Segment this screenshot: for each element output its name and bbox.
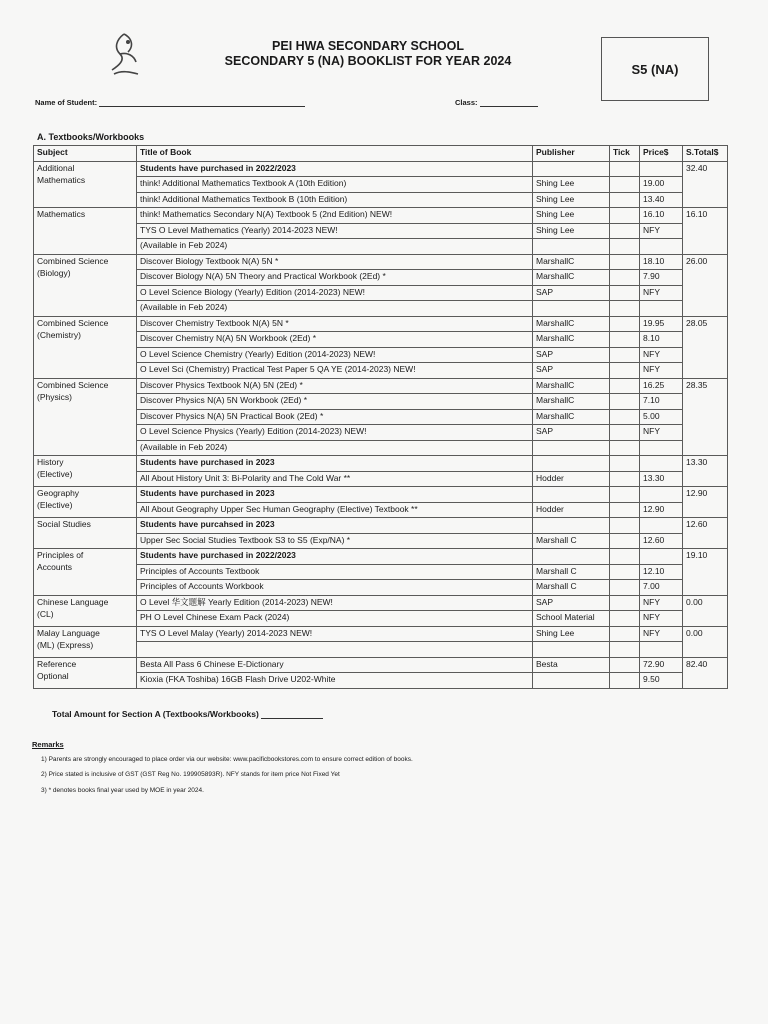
subject-cell <box>34 518 137 549</box>
publisher-cell: MarshallC <box>533 409 610 425</box>
book-title-cell: TYS O Level Malay (Yearly) 2014-2023 NEW! <box>137 626 533 642</box>
price-cell: NFY <box>640 425 683 441</box>
tick-cell[interactable] <box>610 518 640 534</box>
subject-label: Combined Science <box>37 317 109 328</box>
tick-cell[interactable] <box>610 440 640 456</box>
total-amount-line[interactable] <box>52 709 323 719</box>
book-title-cell: Students have purchased in 2023 <box>137 456 533 472</box>
header-subject: Subject <box>34 146 137 162</box>
book-title-cell: All About History Unit 3: Bi-Polarity and The Cold War ** <box>137 471 533 487</box>
publisher-cell: Shing Lee <box>533 208 610 224</box>
book-title-cell: Students have purchased in 2022/2023 <box>137 161 533 177</box>
publisher-cell: SAP <box>533 285 610 301</box>
price-cell: 16.25 <box>640 378 683 394</box>
header-tick: Tick <box>610 146 640 162</box>
price-cell: 7.10 <box>640 394 683 410</box>
subject-cell <box>34 208 137 255</box>
tick-cell[interactable] <box>610 161 640 177</box>
publisher-cell: Hodder <box>533 471 610 487</box>
tick-cell[interactable] <box>610 316 640 332</box>
table-row <box>34 580 728 596</box>
header-title: Title of Book <box>137 146 533 162</box>
price-cell <box>640 549 683 565</box>
tick-cell[interactable] <box>610 270 640 286</box>
table-row <box>34 549 728 565</box>
publisher-cell: Marshall C <box>533 533 610 549</box>
publisher-cell <box>533 518 610 534</box>
publisher-cell: Shing Lee <box>533 192 610 208</box>
subject-cell <box>34 595 137 626</box>
subtotal-cell: 32.40 <box>683 161 728 208</box>
subject-label: Geography <box>37 488 80 498</box>
table-row <box>34 363 728 379</box>
remark-item: 2) Price stated is inclusive of GST (GST Reg No. 199905893R). NFY stands for item price Not Fixed Yet <box>41 771 340 778</box>
book-title-cell: think! Additional Mathematics Textbook A (10th Edition) <box>137 177 533 193</box>
total-amount-blank[interactable] <box>261 710 323 719</box>
tick-cell[interactable] <box>610 347 640 363</box>
subject-label: (ML) (Express) <box>37 639 94 650</box>
book-title-cell: Upper Sec Social Studies Textbook S3 to S5 (Exp/NA) * <box>137 533 533 549</box>
table-row <box>34 502 728 518</box>
subject-label: History <box>37 457 64 467</box>
subject-label: Reference <box>37 658 77 669</box>
publisher-cell: SAP <box>533 363 610 379</box>
publisher-cell <box>533 642 610 658</box>
book-title-cell: Students have purcahsed in 2023 <box>137 518 533 534</box>
publisher-cell <box>533 456 610 472</box>
book-title-cell: Principles of Accounts Textbook <box>137 564 533 580</box>
subtotal-cell: 16.10 <box>683 208 728 255</box>
publisher-cell <box>533 487 610 503</box>
table-row <box>34 471 728 487</box>
subtotal-cell: 0.00 <box>683 626 728 657</box>
school-name: PEI HWA SECONDARY SCHOOL <box>272 39 464 53</box>
book-title-cell: Discover Biology N(A) 5N Theory and Practical Workbook (2Ed) * <box>137 270 533 286</box>
subject-label: (Elective) <box>37 469 73 479</box>
remark-item: 1) Parents are strongly encouraged to place order via our website: www.pacificbookstores.com to ensure correct edition of books. <box>41 756 413 763</box>
price-cell <box>640 440 683 456</box>
price-cell: 13.30 <box>640 471 683 487</box>
book-title-cell: Students have purchased in 2022/2023 <box>137 549 533 565</box>
price-cell: 9.50 <box>640 673 683 689</box>
subtotal-cell: 28.35 <box>683 378 728 456</box>
subject-cell <box>34 549 137 596</box>
price-cell: 72.90 <box>640 657 683 673</box>
book-title-cell: O Level Science Biology (Yearly) Edition (2014-2023) NEW! <box>137 285 533 301</box>
publisher-cell: MarshallC <box>533 378 610 394</box>
table-row <box>34 533 728 549</box>
subject-cell <box>34 378 137 456</box>
price-cell: 13.40 <box>640 192 683 208</box>
table-row <box>34 192 728 208</box>
booklist-table <box>33 145 728 689</box>
table-row <box>34 301 728 317</box>
publisher-cell <box>533 161 610 177</box>
subject-label: Principles of <box>37 550 84 560</box>
publisher-cell: School Material <box>533 611 610 627</box>
price-cell: 7.90 <box>640 270 683 286</box>
book-title-cell: O Level Sci (Chemistry) Practical Test Paper 5 QA YE (2014-2023) NEW! <box>137 363 533 379</box>
tick-cell[interactable] <box>610 471 640 487</box>
publisher-cell: Besta <box>533 657 610 673</box>
tick-cell[interactable] <box>610 394 640 410</box>
publisher-cell <box>533 239 610 255</box>
publisher-cell: SAP <box>533 425 610 441</box>
tick-cell[interactable] <box>610 285 640 301</box>
subject-cell <box>34 487 137 518</box>
publisher-cell: SAP <box>533 595 610 611</box>
price-cell <box>640 239 683 255</box>
table-row <box>34 595 728 611</box>
subject-cell <box>34 316 137 378</box>
price-cell: 7.00 <box>640 580 683 596</box>
subject-cell <box>34 456 137 487</box>
price-cell: 19.00 <box>640 177 683 193</box>
subject-label: (CL) <box>37 608 54 619</box>
tick-cell[interactable] <box>610 301 640 317</box>
price-cell: 12.60 <box>640 533 683 549</box>
tick-cell[interactable] <box>610 657 640 673</box>
price-cell: 19.95 <box>640 316 683 332</box>
tick-cell[interactable] <box>610 673 640 689</box>
student-name-blank[interactable] <box>99 98 305 107</box>
price-cell: 8.10 <box>640 332 683 348</box>
publisher-cell <box>533 673 610 689</box>
book-title-cell: Discover Physics N(A) 5N Practical Book (2Ed) * <box>137 409 533 425</box>
publisher-cell: MarshallC <box>533 316 610 332</box>
subject-label: Malay Language <box>37 627 100 638</box>
table-row <box>34 487 728 503</box>
publisher-cell: Hodder <box>533 502 610 518</box>
tick-cell[interactable] <box>610 626 640 642</box>
subject-label: Additional <box>37 162 75 173</box>
price-cell <box>640 161 683 177</box>
book-title-cell: (Available in Feb 2024) <box>137 239 533 255</box>
book-title-cell: (Available in Feb 2024) <box>137 440 533 456</box>
publisher-cell: Shing Lee <box>533 177 610 193</box>
header-price: Price$ <box>640 146 683 162</box>
publisher-cell: Shing Lee <box>533 626 610 642</box>
table-header-row <box>34 146 728 162</box>
subtotal-cell: 12.60 <box>683 518 728 549</box>
subject-label: (Elective) <box>37 500 73 510</box>
tick-cell[interactable] <box>610 254 640 270</box>
table-row <box>34 378 728 394</box>
table-row <box>34 564 728 580</box>
tick-cell[interactable] <box>610 239 640 255</box>
subject-label: Mathematics <box>37 174 86 185</box>
class-blank[interactable] <box>480 98 538 107</box>
publisher-cell: MarshallC <box>533 270 610 286</box>
tick-cell[interactable] <box>610 332 640 348</box>
table-row <box>34 239 728 255</box>
tick-cell[interactable] <box>610 533 640 549</box>
total-amount-label: Total Amount for Section A (Textbooks/Workbooks) <box>52 709 259 719</box>
subject-label: (Chemistry) <box>37 329 81 340</box>
header-subtotal: S.Total$ <box>683 146 728 162</box>
publisher-cell: MarshallC <box>533 332 610 348</box>
subject-label: Accounts <box>37 562 72 572</box>
table-row <box>34 673 728 689</box>
table-row <box>34 347 728 363</box>
price-cell <box>640 301 683 317</box>
section-a-title: A. Textbooks/Workbooks <box>37 132 145 142</box>
publisher-cell: Marshall C <box>533 580 610 596</box>
book-title-cell: Students have purchased in 2023 <box>137 487 533 503</box>
table-row <box>34 425 728 441</box>
class-label: Class: <box>455 98 478 107</box>
table-row <box>34 642 728 658</box>
subtotal-cell: 26.00 <box>683 254 728 316</box>
table-row <box>34 611 728 627</box>
publisher-cell: MarshallC <box>533 254 610 270</box>
price-cell: NFY <box>640 363 683 379</box>
book-title-cell: Discover Physics Textbook N(A) 5N (2Ed) * <box>137 378 533 394</box>
book-title-cell: (Available in Feb 2024) <box>137 301 533 317</box>
table-row <box>34 208 728 224</box>
tick-cell[interactable] <box>610 549 640 565</box>
book-title-cell: think! Mathematics Secondary N(A) Textbook 5 (2nd Edition) NEW! <box>137 208 533 224</box>
tick-cell[interactable] <box>610 642 640 658</box>
book-title-cell: All About Geography Upper Sec Human Geography (Elective) Textbook ** <box>137 502 533 518</box>
book-title-cell: Discover Chemistry Textbook N(A) 5N * <box>137 316 533 332</box>
table-row <box>34 518 728 534</box>
subtotal-cell: 19.10 <box>683 549 728 596</box>
tick-cell[interactable] <box>610 611 640 627</box>
tick-cell[interactable] <box>610 456 640 472</box>
subject-label: Combined Science <box>37 255 109 266</box>
price-cell: NFY <box>640 285 683 301</box>
price-cell: NFY <box>640 347 683 363</box>
price-cell <box>640 642 683 658</box>
subtotal-cell: 28.05 <box>683 316 728 378</box>
tick-cell[interactable] <box>610 208 640 224</box>
subject-label: Optional <box>37 670 69 681</box>
price-cell: 16.10 <box>640 208 683 224</box>
table-row <box>34 161 728 177</box>
tick-cell[interactable] <box>610 363 640 379</box>
price-cell: 12.90 <box>640 502 683 518</box>
subject-cell <box>34 657 137 688</box>
table-row <box>34 316 728 332</box>
book-title-cell: O Level 华文题解 Yearly Edition (2014-2023) NEW! <box>137 595 533 611</box>
tick-cell[interactable] <box>610 409 640 425</box>
tick-cell[interactable] <box>610 192 640 208</box>
book-title-cell: Discover Biology Textbook N(A) 5N * <box>137 254 533 270</box>
book-title-cell: Principles of Accounts Workbook <box>137 580 533 596</box>
table-row <box>34 394 728 410</box>
price-cell: 18.10 <box>640 254 683 270</box>
book-title-cell: think! Additional Mathematics Textbook B (10th Edition) <box>137 192 533 208</box>
class-field[interactable] <box>455 98 538 107</box>
table-row <box>34 270 728 286</box>
book-title-cell: TYS O Level Mathematics (Yearly) 2014-2023 NEW! <box>137 223 533 239</box>
publisher-cell: SAP <box>533 347 610 363</box>
table-row <box>34 223 728 239</box>
book-title-cell: Discover Physics N(A) 5N Workbook (2Ed) * <box>137 394 533 410</box>
booklist-title: SECONDARY 5 (NA) BOOKLIST FOR YEAR 2024 <box>224 54 512 68</box>
tick-cell[interactable] <box>610 502 640 518</box>
class-code-box: S5 (NA) <box>601 37 709 101</box>
tick-cell[interactable] <box>610 177 640 193</box>
price-cell: NFY <box>640 595 683 611</box>
table-row <box>34 177 728 193</box>
remark-item: 3) * denotes books final year used by MOE in year 2024. <box>41 787 204 794</box>
publisher-cell: Marshall C <box>533 564 610 580</box>
subject-label: Chinese Language <box>37 596 109 607</box>
price-cell <box>640 487 683 503</box>
subject-label: (Physics) <box>37 391 72 402</box>
book-title-cell: Kioxia (FKA Toshiba) 16GB Flash Drive U202-White <box>137 673 533 689</box>
remarks-heading: Remarks <box>32 740 64 749</box>
table-row <box>34 440 728 456</box>
table-row <box>34 657 728 673</box>
school-logo-icon <box>104 30 144 78</box>
student-name-field[interactable] <box>35 98 305 107</box>
table-row <box>34 626 728 642</box>
tick-cell[interactable] <box>610 223 640 239</box>
table-row <box>34 409 728 425</box>
tick-cell[interactable] <box>610 564 640 580</box>
table-row <box>34 332 728 348</box>
subject-label: Combined Science <box>37 379 109 390</box>
subject-cell <box>34 626 137 657</box>
subtotal-cell: 0.00 <box>683 595 728 626</box>
student-name-label: Name of Student: <box>35 98 98 107</box>
publisher-cell <box>533 549 610 565</box>
subject-label: Mathematics <box>37 209 86 219</box>
publisher-cell <box>533 440 610 456</box>
tick-cell[interactable] <box>610 487 640 503</box>
book-title-cell: Besta All Pass 6 Chinese E-Dictionary <box>137 657 533 673</box>
publisher-cell <box>533 301 610 317</box>
price-cell: NFY <box>640 223 683 239</box>
tick-cell[interactable] <box>610 425 640 441</box>
table-row <box>34 254 728 270</box>
book-title-cell: O Level Science Physics (Yearly) Edition (2014-2023) NEW! <box>137 425 533 441</box>
book-title-cell: O Level Science Chemistry (Yearly) Edition (2014-2023) NEW! <box>137 347 533 363</box>
price-cell: 12.10 <box>640 564 683 580</box>
subject-cell <box>34 161 137 208</box>
subtotal-cell: 82.40 <box>683 657 728 688</box>
book-title-cell: Discover Chemistry N(A) 5N Workbook (2Ed) * <box>137 332 533 348</box>
subtotal-cell: 12.90 <box>683 487 728 518</box>
price-cell: 5.00 <box>640 409 683 425</box>
price-cell <box>640 518 683 534</box>
publisher-cell: MarshallC <box>533 394 610 410</box>
price-cell: NFY <box>640 626 683 642</box>
subject-label: Social Studies <box>37 519 91 529</box>
publisher-cell: Shing Lee <box>533 223 610 239</box>
book-title-cell <box>137 642 533 658</box>
subject-label: (Biology) <box>37 267 71 278</box>
tick-cell[interactable] <box>610 580 640 596</box>
tick-cell[interactable] <box>610 378 640 394</box>
book-title-cell: PH O Level Chinese Exam Pack (2024) <box>137 611 533 627</box>
table-row <box>34 456 728 472</box>
subject-cell <box>34 254 137 316</box>
table-row <box>34 285 728 301</box>
price-cell: NFY <box>640 611 683 627</box>
price-cell <box>640 456 683 472</box>
subtotal-cell: 13.30 <box>683 456 728 487</box>
header-publisher: Publisher <box>533 146 610 162</box>
tick-cell[interactable] <box>610 595 640 611</box>
